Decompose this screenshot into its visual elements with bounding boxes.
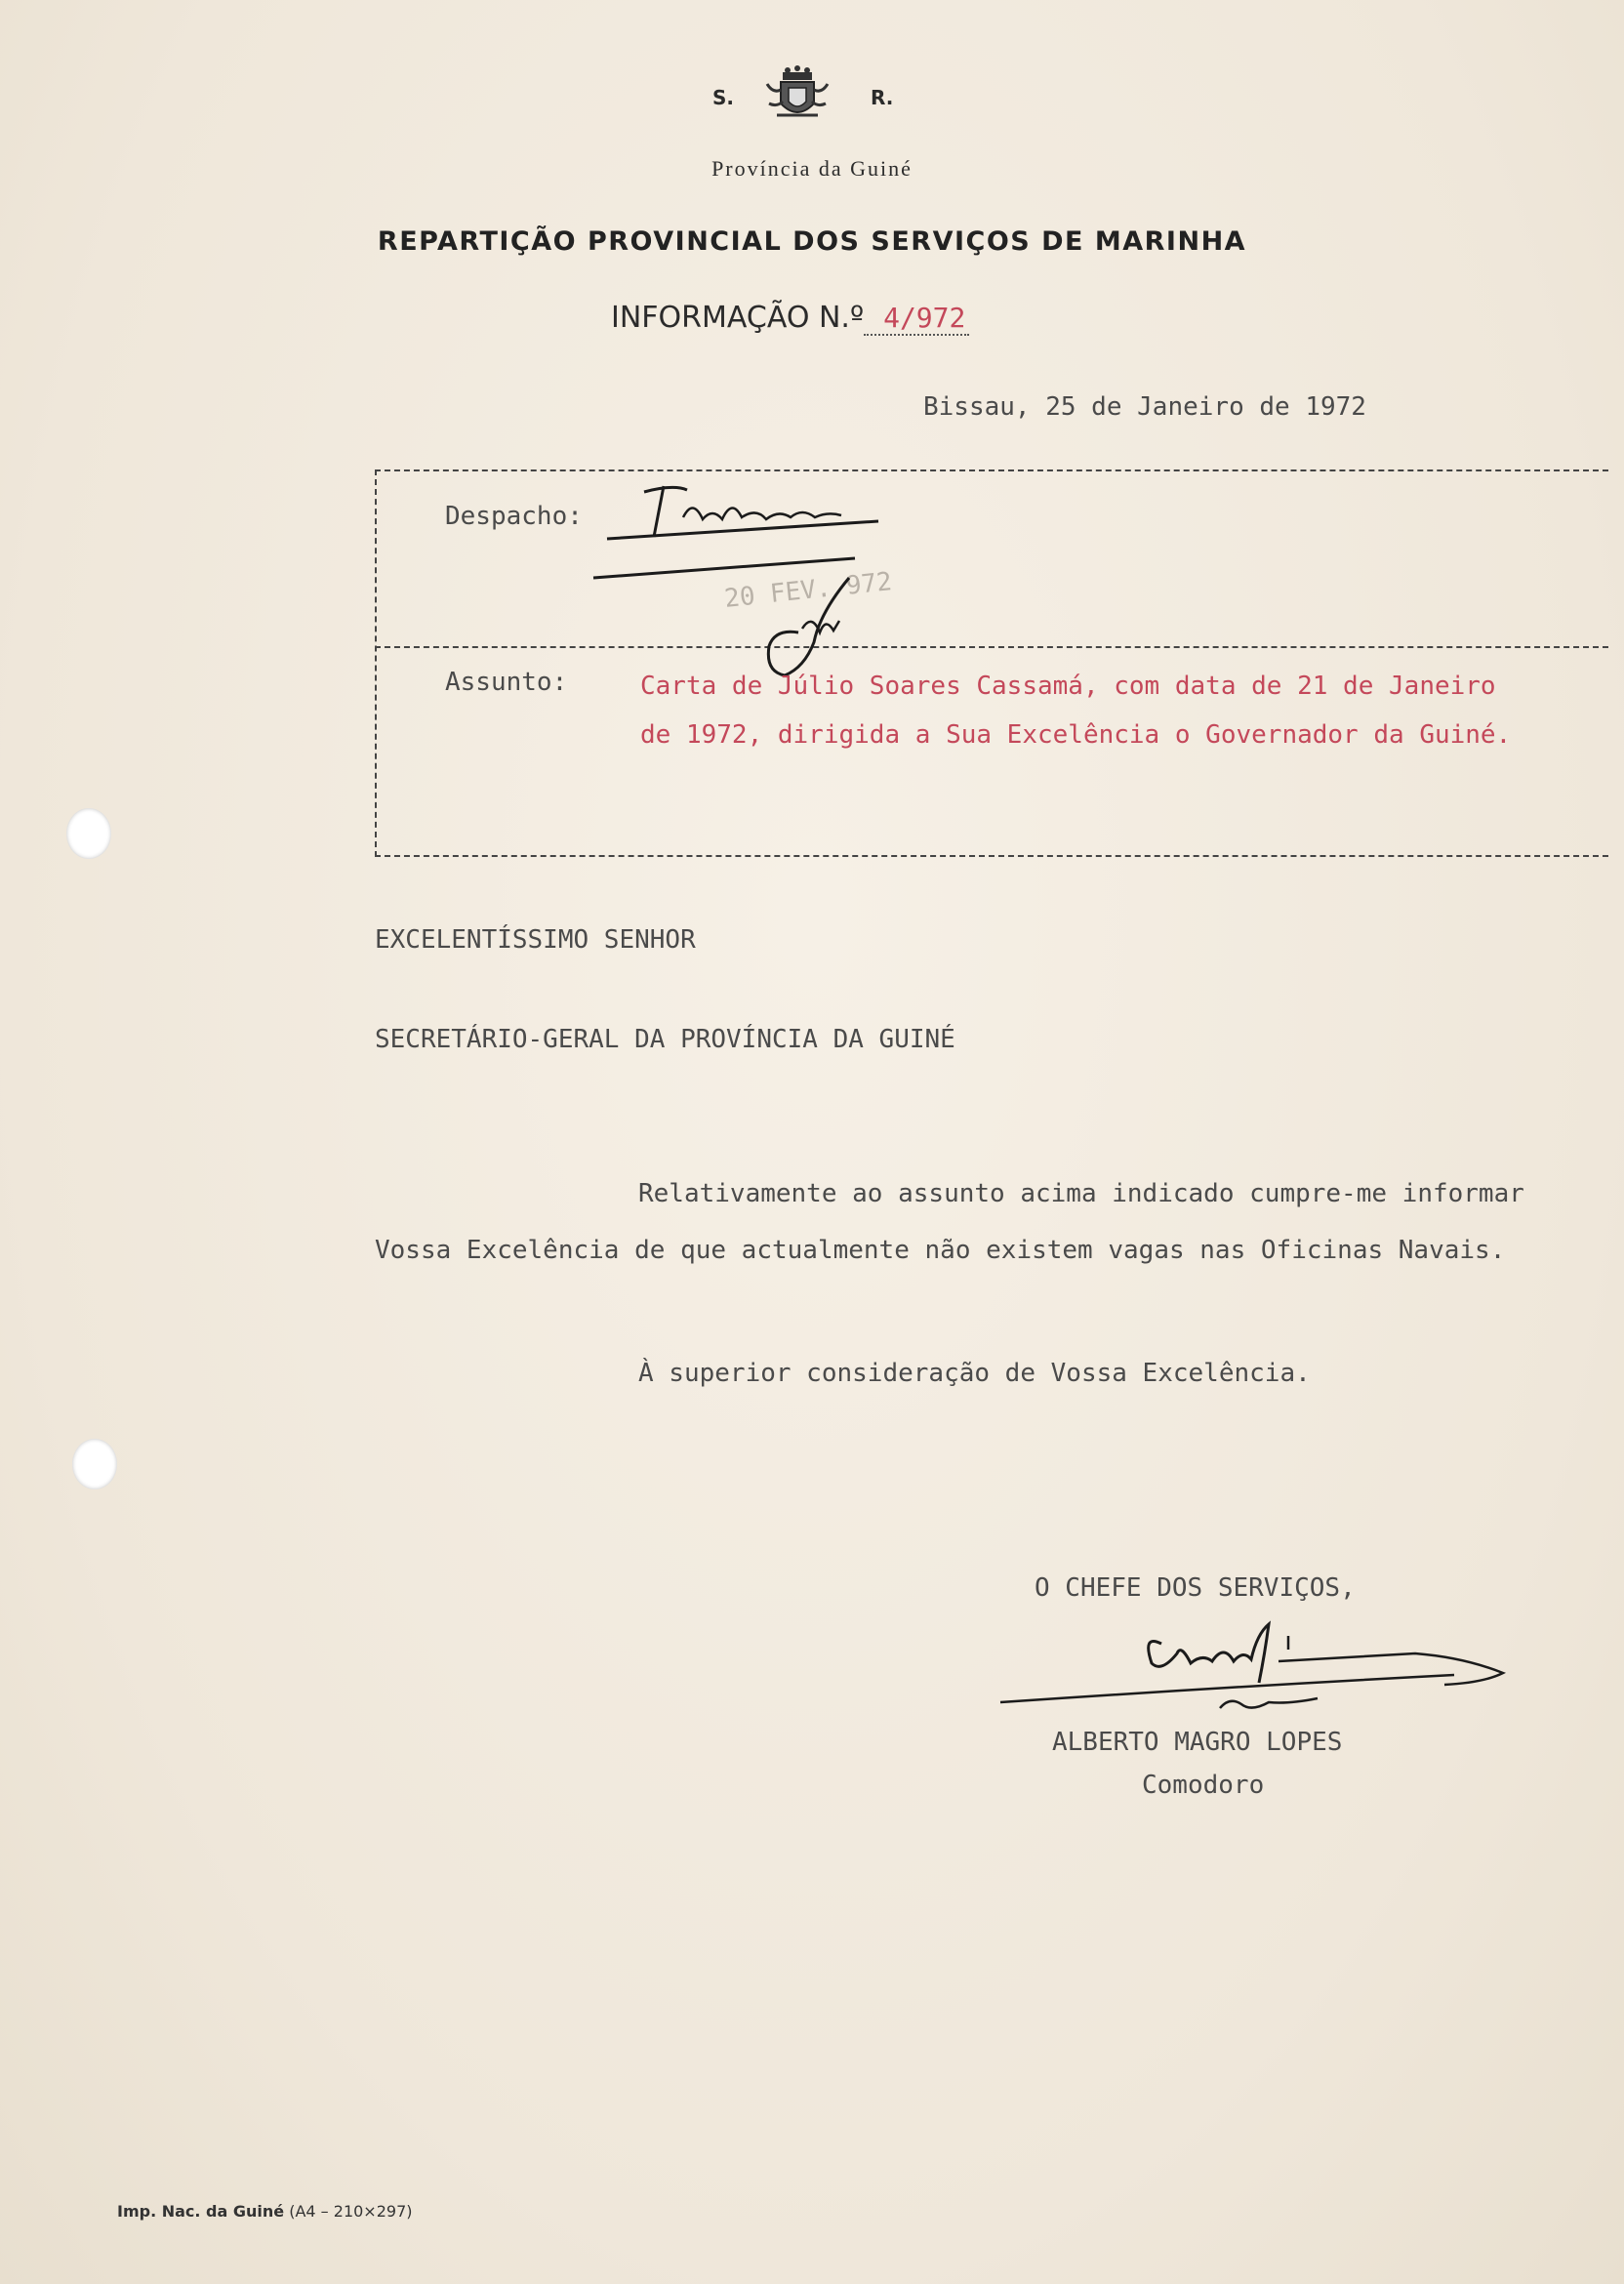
document-date: Bissau, 25 de Janeiro de 1972 [923, 392, 1366, 422]
informacao-line [611, 301, 969, 335]
printer-name: Imp. Nac. da Guiné [117, 2202, 285, 2221]
signatory-name: ALBERTO MAGRO LOPES [1052, 1728, 1343, 1757]
address-line-2: SECRETÁRIO-GERAL DA PROVÍNCIA DA GUINÉ [375, 1025, 955, 1054]
provincia-heading: Província da Guiné [711, 156, 913, 181]
box-bottom-border [375, 855, 1608, 857]
received-stamp: 20 FEV. 972 [722, 567, 894, 614]
handwritten-despacho-icon [586, 478, 898, 586]
box-left-border [375, 469, 377, 857]
despacho-label: Despacho: [445, 502, 583, 531]
address-line-1: EXCELENTÍSSIMO SENHOR [375, 925, 696, 955]
box-top-border [375, 469, 1608, 471]
punch-hole-bottom [72, 1439, 117, 1489]
reparticao-heading: REPARTIÇÃO PROVINCIAL DOS SERVIÇOS DE MARINHA [377, 226, 1247, 257]
printer-footer [117, 2202, 412, 2221]
handwritten-signature-icon [995, 1614, 1522, 1722]
body-paragraph-2: À superior consideração de Vossa Excelência. [638, 1359, 1311, 1388]
r-label: R. [871, 86, 894, 109]
signatory-rank: Comodoro [1142, 1771, 1265, 1800]
box-divider [375, 646, 1608, 648]
paper-format: (A4 – 210×297) [289, 2202, 413, 2221]
s-label: S. [712, 86, 735, 109]
header-sr [703, 84, 937, 123]
punch-hole-top [66, 808, 111, 859]
coat-of-arms-icon [763, 64, 832, 127]
signature-title: O CHEFE DOS SERVIÇOS, [1035, 1573, 1356, 1603]
body-paragraph-1: Relativamente ao assunto acima indicado cumpre-me informar Vossa Excelência de que actualmente não existem vagas nas Oficinas Navais. [375, 1179, 1524, 1265]
assunto-text: Carta de Júlio Soares Cassamá, com data de 21 de Janeiro de 1972, dirigida a Sua Excelência o Governador da Guiné. [640, 672, 1512, 750]
informacao-number: 4/972 [864, 302, 969, 336]
informacao-label: INFORMAÇÃO N.º [611, 301, 865, 335]
assunto-label: Assunto: [445, 668, 568, 697]
